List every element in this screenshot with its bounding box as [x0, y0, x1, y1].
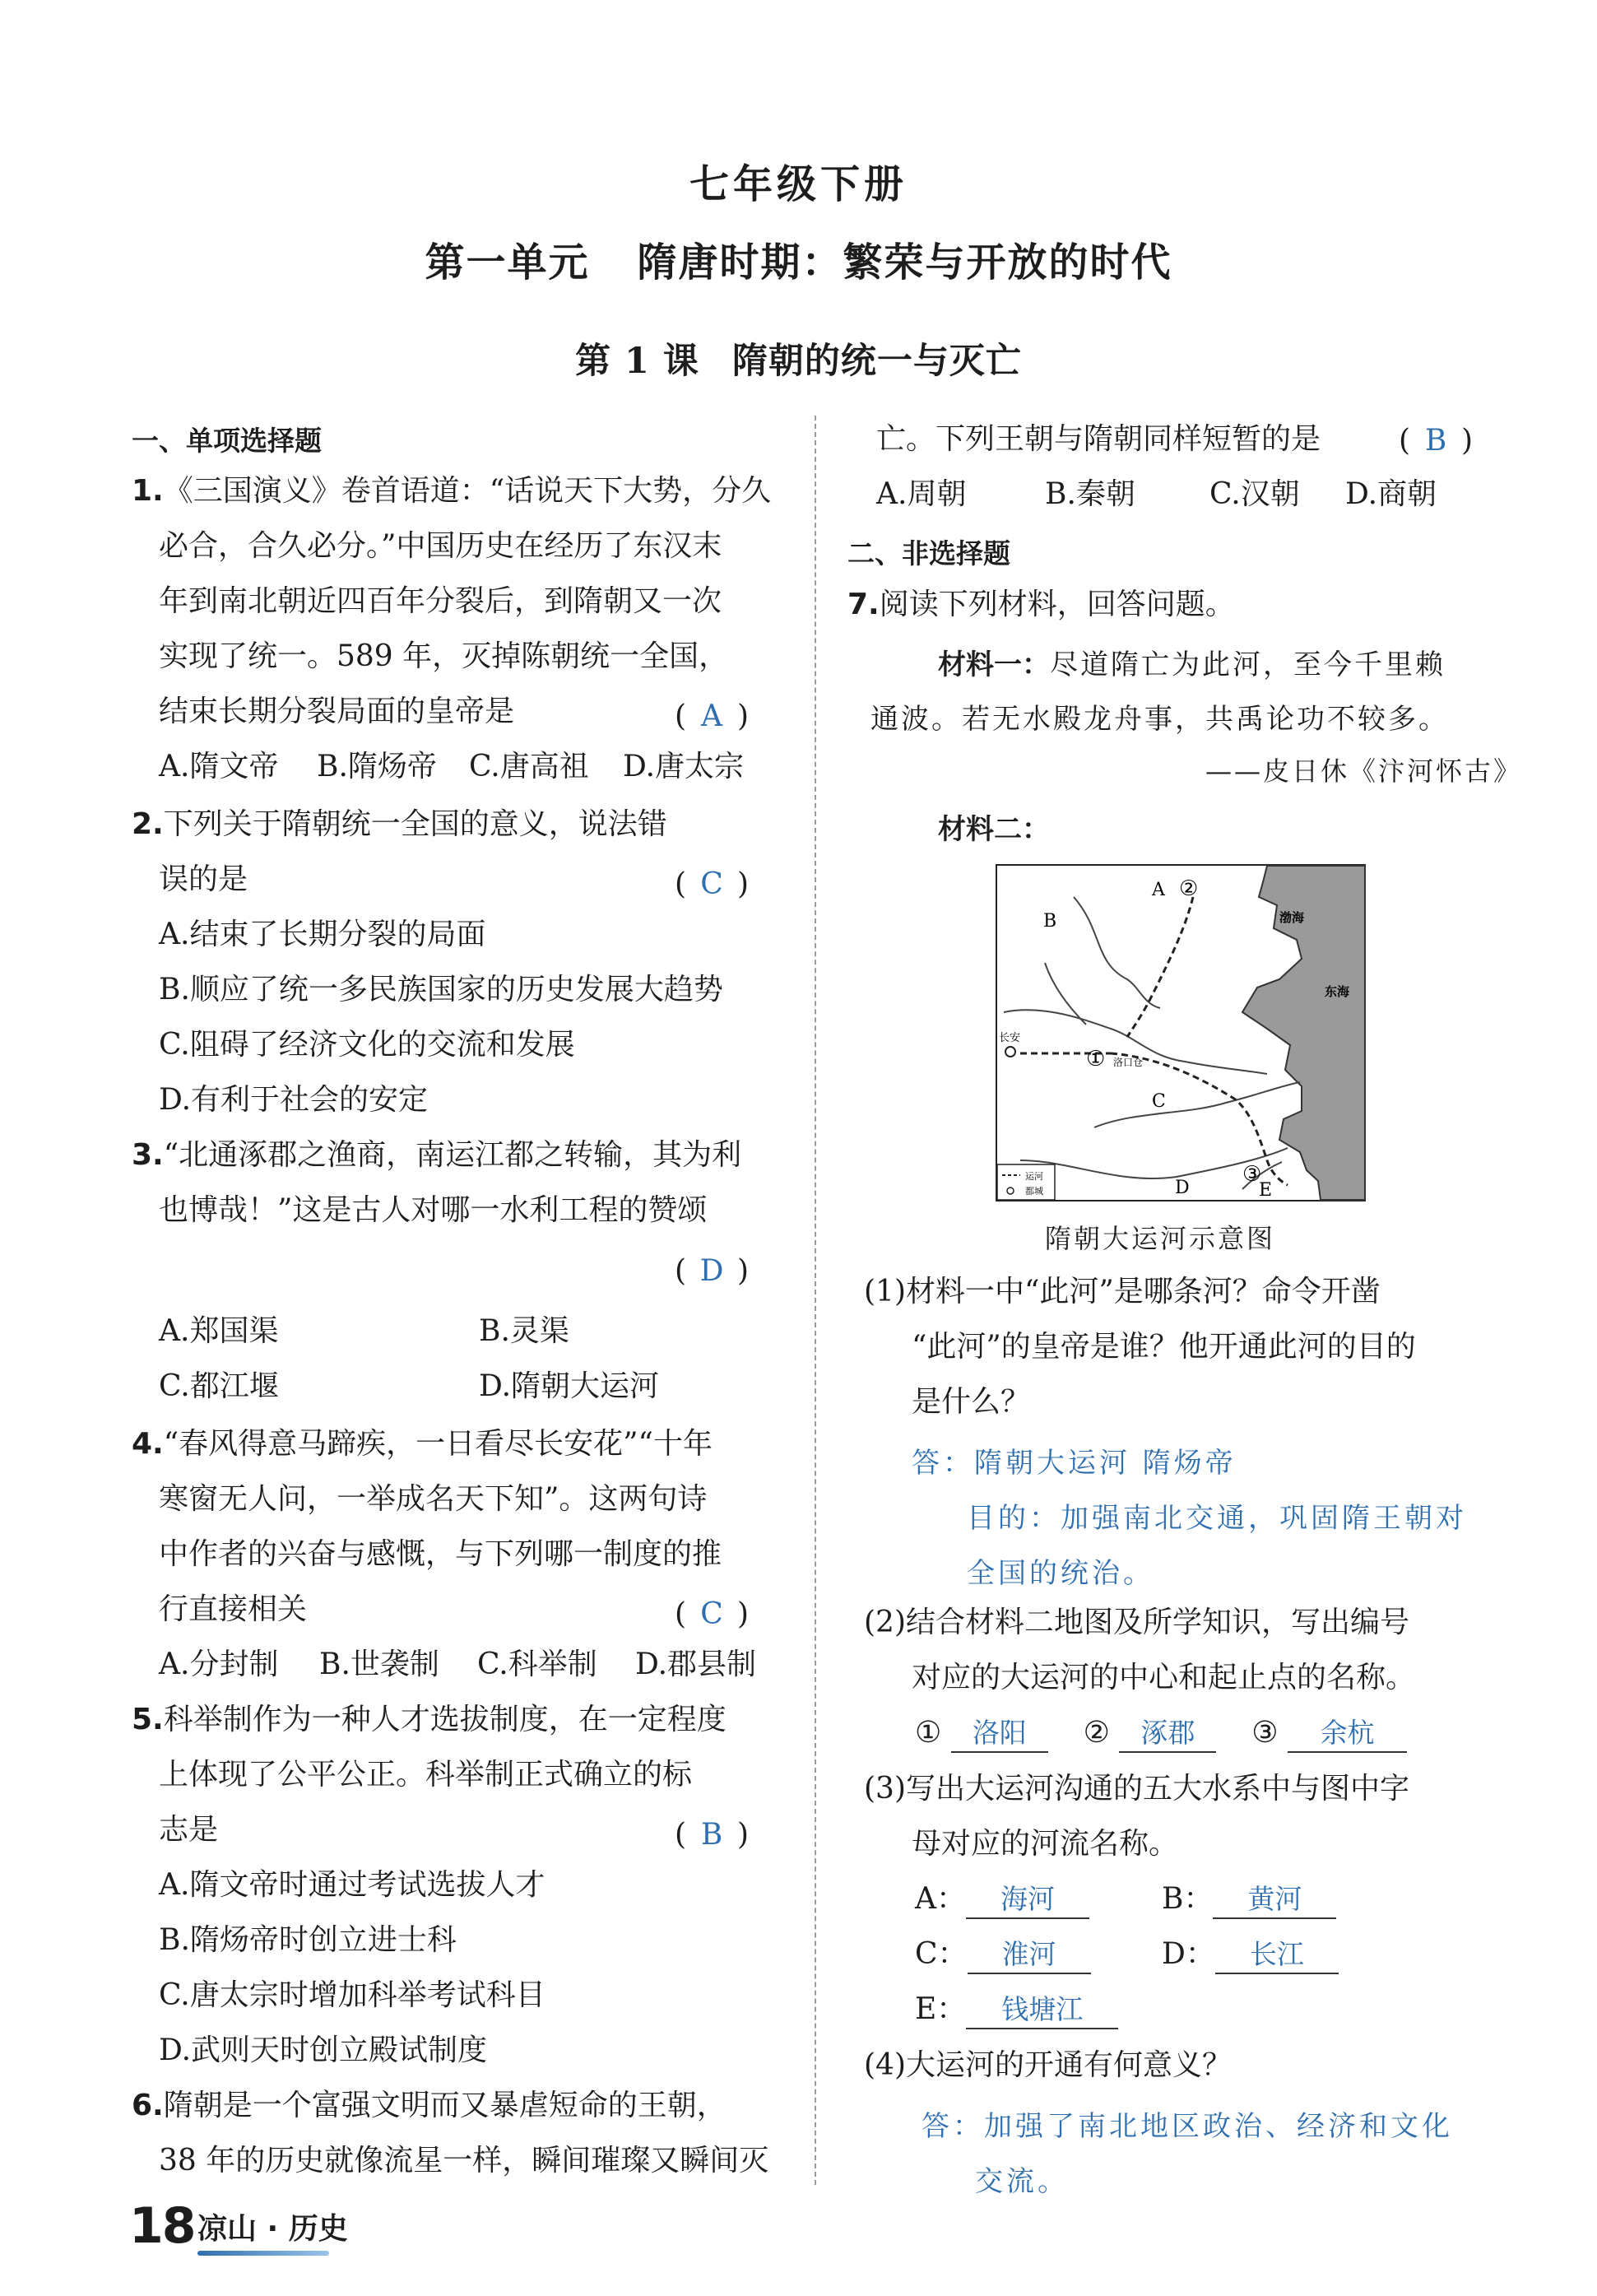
- book-title: 七年级下册: [689, 161, 908, 207]
- section-non-choice: 二、非选择题: [847, 537, 1010, 569]
- river-d-label: D：: [1162, 1937, 1215, 1971]
- blank-3-label: ③: [1251, 1716, 1279, 1750]
- lesson-number: 第 1 课: [575, 341, 699, 382]
- map-label-c: C: [1152, 1091, 1166, 1112]
- q2-number: 2.: [132, 807, 164, 841]
- q7-sub1-line-1: (1)材料一中“此河”是哪条河？命令开凿: [864, 1275, 1381, 1308]
- q5-line-2: 上体现了公平公正。科举制正式确立的标: [159, 1758, 693, 1792]
- river-b-label: B：: [1162, 1882, 1214, 1916]
- q6-option-b: B.秦朝: [1045, 477, 1135, 511]
- legend-capital-text: 都城: [1025, 1186, 1043, 1197]
- q2-option-a: A.结束了长期分裂的局面: [159, 918, 486, 951]
- q7-answer-1-line-2: 目的：加强南北交通，巩固隋王朝对: [967, 1502, 1467, 1535]
- lesson-title: [0, 333, 1597, 383]
- q7-sub1-line-2: “此河”的皇帝是谁？他开通此河的目的: [912, 1330, 1416, 1364]
- q5-line-3: 志是: [159, 1813, 219, 1847]
- map-caption: 隋朝大运河示意图: [1045, 1223, 1276, 1254]
- blank-1-answer: 洛阳: [951, 1717, 1048, 1753]
- q3-line-2: 也博哉！”这是古人对哪一水利工程的赞颂: [159, 1193, 708, 1227]
- unit-number: 第一单元: [425, 239, 590, 286]
- q6-number: 6.: [132, 2089, 164, 2122]
- river-d-answer: 长江: [1215, 1938, 1339, 1974]
- material-1-source: ——皮日休《汴河怀古》: [1205, 755, 1523, 787]
- changan-label: 长安: [999, 1032, 1021, 1044]
- q7-sub3-line-1: (3)写出大运河沟通的五大水系中与图中字: [864, 1772, 1409, 1806]
- q7-stem: 7.阅读下列材料，回答问题。: [847, 588, 1235, 621]
- q3-number: 3.: [132, 1138, 164, 1172]
- q4-option-a: A.分封制: [159, 1648, 279, 1681]
- map-label-d: D: [1175, 1178, 1190, 1198]
- map-label-e: E: [1259, 1180, 1273, 1201]
- q3-option-b: B.灵渠: [479, 1314, 569, 1348]
- q4-line-2: 寒窗无人问，一举成名天下知”。这两句诗: [159, 1482, 708, 1516]
- q2-line-2: 误的是: [159, 862, 248, 896]
- q5-number: 5.: [132, 1703, 164, 1736]
- q3-option-d: D.隋朝大运河: [479, 1369, 660, 1403]
- river-d-row: [1162, 1936, 1339, 1974]
- map-label-2: ②: [1179, 876, 1199, 901]
- q5-option-b: B.隋炀帝时创立进士科: [159, 1923, 457, 1957]
- river-c-answer: 淮河: [968, 1938, 1091, 1974]
- q1-answer: A: [701, 699, 723, 733]
- q4-number: 4.: [132, 1427, 164, 1461]
- footer-underline: [197, 2251, 329, 2256]
- map-label-a: A: [1152, 880, 1165, 900]
- river-a-row: [915, 1881, 1089, 1919]
- q5-answer-bracket: ( B ): [675, 1818, 750, 1852]
- q6-option-d: D.商朝: [1345, 477, 1437, 511]
- q3-answer-bracket: ( D ): [675, 1254, 750, 1288]
- q4-option-c: C.科举制: [477, 1648, 597, 1681]
- q6-option-a: A.周朝: [876, 477, 967, 511]
- q7-answer-1-line-1: 答：隋朝大运河 隋炀帝: [912, 1447, 1237, 1480]
- q6-answer-bracket: ( B ): [1399, 424, 1474, 458]
- q2-option-d: D.有利于社会的安定: [159, 1083, 429, 1117]
- q5-option-c: C.唐太宗时增加科举考试科目: [159, 1978, 545, 2012]
- q4-answer-bracket: ( C ): [675, 1597, 750, 1631]
- q1-line-1: 1.《三国演义》卷首语道：“话说天下大势，分久: [132, 474, 772, 508]
- map-label-3: ③: [1242, 1162, 1262, 1187]
- q6-line-1: 6.隋朝是一个富强文明而又暴虐短命的王朝，: [132, 2089, 727, 2122]
- q7-sub1-line-3: 是什么？: [912, 1385, 1031, 1419]
- q1-answer-bracket: ( A ): [675, 699, 750, 733]
- q1-line-5: 结束长期分裂局面的皇帝是: [159, 695, 515, 728]
- footer-label: 凉山 · 历史: [197, 2212, 348, 2246]
- q7-number: 7.: [847, 588, 880, 621]
- q3-line-1: 3.“北通涿郡之渔商，南运江都之转输，其为利: [132, 1138, 742, 1172]
- section-single-choice: 一、单项选择题: [132, 425, 322, 457]
- q5-option-d: D.武则天时创立殿试制度: [159, 2033, 488, 2067]
- q4-line-4: 行直接相关: [159, 1592, 308, 1626]
- q4-line-1: 4.“春风得意马蹄疾，一日看尽长安花”“十年: [132, 1427, 713, 1461]
- q6-line-2: 38 年的历史就像流星一样，瞬间璀璨又瞬间灭: [159, 2144, 769, 2177]
- q7-answer-1-line-3: 全国的统治。: [967, 1557, 1154, 1590]
- q2-line-1: 2.下列关于隋朝统一全国的意义，说法错: [132, 807, 667, 841]
- river-c-label: C：: [915, 1937, 968, 1971]
- q4-answer: C: [700, 1597, 723, 1631]
- q7-sub3-line-2: 母对应的河流名称。: [912, 1827, 1179, 1861]
- unit-title: [0, 230, 1597, 287]
- material-1-label: 材料一：: [938, 648, 1050, 681]
- q1-option-a: A.隋文帝: [159, 750, 279, 783]
- blank-2-label: ②: [1083, 1716, 1110, 1750]
- legend-canal-text: 运河: [1025, 1171, 1043, 1182]
- q3-answer: D: [699, 1254, 724, 1288]
- river-c-row: [915, 1936, 1091, 1974]
- q4-option-d: D.郡县制: [635, 1648, 757, 1681]
- q2-answer-bracket: ( C ): [675, 867, 750, 901]
- lesson-name: 隋朝的统一与灭亡: [731, 341, 1022, 382]
- column-divider: [815, 416, 816, 2185]
- q1-line-4: 实现了统一。589 年，灭掉陈朝统一全国，: [159, 639, 729, 673]
- q1-line-2: 必合，合久必分。”中国历史在经历了东汉末: [159, 529, 722, 563]
- q7-answer-4-line-1: 答：加强了南北地区政治、经济和文化: [922, 2110, 1453, 2143]
- q4-line-3: 中作者的兴奋与感慨，与下列哪一制度的推: [159, 1537, 722, 1571]
- q7-sub2-line-2: 对应的大运河的中心和起止点的名称。: [912, 1661, 1416, 1694]
- river-a-label: A：: [915, 1882, 966, 1916]
- q7-answer-2: [915, 1715, 1407, 1753]
- q4-option-b: B.世袭制: [319, 1648, 439, 1681]
- map-label-1: ①: [1086, 1047, 1106, 1071]
- river-b-answer: 黄河: [1213, 1883, 1336, 1919]
- donghai-label: 东海: [1325, 984, 1350, 999]
- q1-option-c: C.唐高祖: [469, 750, 589, 783]
- q6-line-3: 亡。下列王朝与隋朝同样短暂的是: [876, 422, 1321, 456]
- q3-option-a: A.郑国渠: [159, 1314, 279, 1348]
- blank-1-label: ①: [915, 1716, 942, 1750]
- q2-option-b: B.顺应了统一多民族国家的历史发展大趋势: [159, 973, 723, 1006]
- q7-sub2-line-1: (2)结合材料二地图及所学知识，写出编号: [864, 1606, 1409, 1639]
- q2-answer: C: [700, 867, 723, 901]
- q1-number: 1.: [132, 474, 164, 508]
- q6-option-c: C.汉朝: [1209, 477, 1300, 511]
- q1-option-d: D.唐太宗: [623, 750, 745, 783]
- grand-canal-map: [996, 864, 1366, 1201]
- river-a-answer: 海河: [966, 1883, 1089, 1919]
- q5-line-1: 5.科举制作为一种人才选拔制度，在一定程度: [132, 1703, 727, 1736]
- map-label-b: B: [1043, 911, 1057, 932]
- page-number: 18: [129, 2197, 195, 2255]
- river-e-row: [915, 1992, 1118, 2029]
- bohai-label: 渤海: [1279, 910, 1305, 925]
- material-1-line-1: 材料一：尽道隋亡为此河，至今千里赖: [938, 648, 1446, 681]
- river-e-label: E：: [915, 1992, 967, 2026]
- q6-answer: B: [1424, 424, 1447, 458]
- luokou-label: 洛口仓: [1113, 1057, 1144, 1068]
- blank-3-answer: 余杭: [1288, 1717, 1407, 1753]
- blank-2-answer: 涿郡: [1119, 1717, 1216, 1753]
- material-2-label: 材料二：: [938, 813, 1050, 846]
- river-e-answer: 钱塘江: [966, 1993, 1118, 2029]
- q5-answer: B: [700, 1818, 723, 1852]
- q3-option-c: C.都江堰: [159, 1369, 279, 1403]
- q1-line-3: 年到南北朝近四百年分裂后，到隋朝又一次: [159, 584, 722, 618]
- river-b-row: [1162, 1881, 1336, 1919]
- unit-name: 隋唐时期：繁荣与开放的时代: [637, 239, 1172, 286]
- q1-option-b: B.隋炀帝: [317, 750, 437, 783]
- material-1-line-2: 通波。若无水殿龙舟事，共禹论功不较多。: [870, 703, 1449, 736]
- q5-option-a: A.隋文帝时通过考试选拔人才: [159, 1868, 545, 1902]
- q7-answer-4-line-2: 交流。: [975, 2165, 1069, 2198]
- q2-option-c: C.阻碍了经济文化的交流和发展: [159, 1028, 575, 1062]
- q7-sub4: (4)大运河的开通有何意义？: [864, 2048, 1232, 2082]
